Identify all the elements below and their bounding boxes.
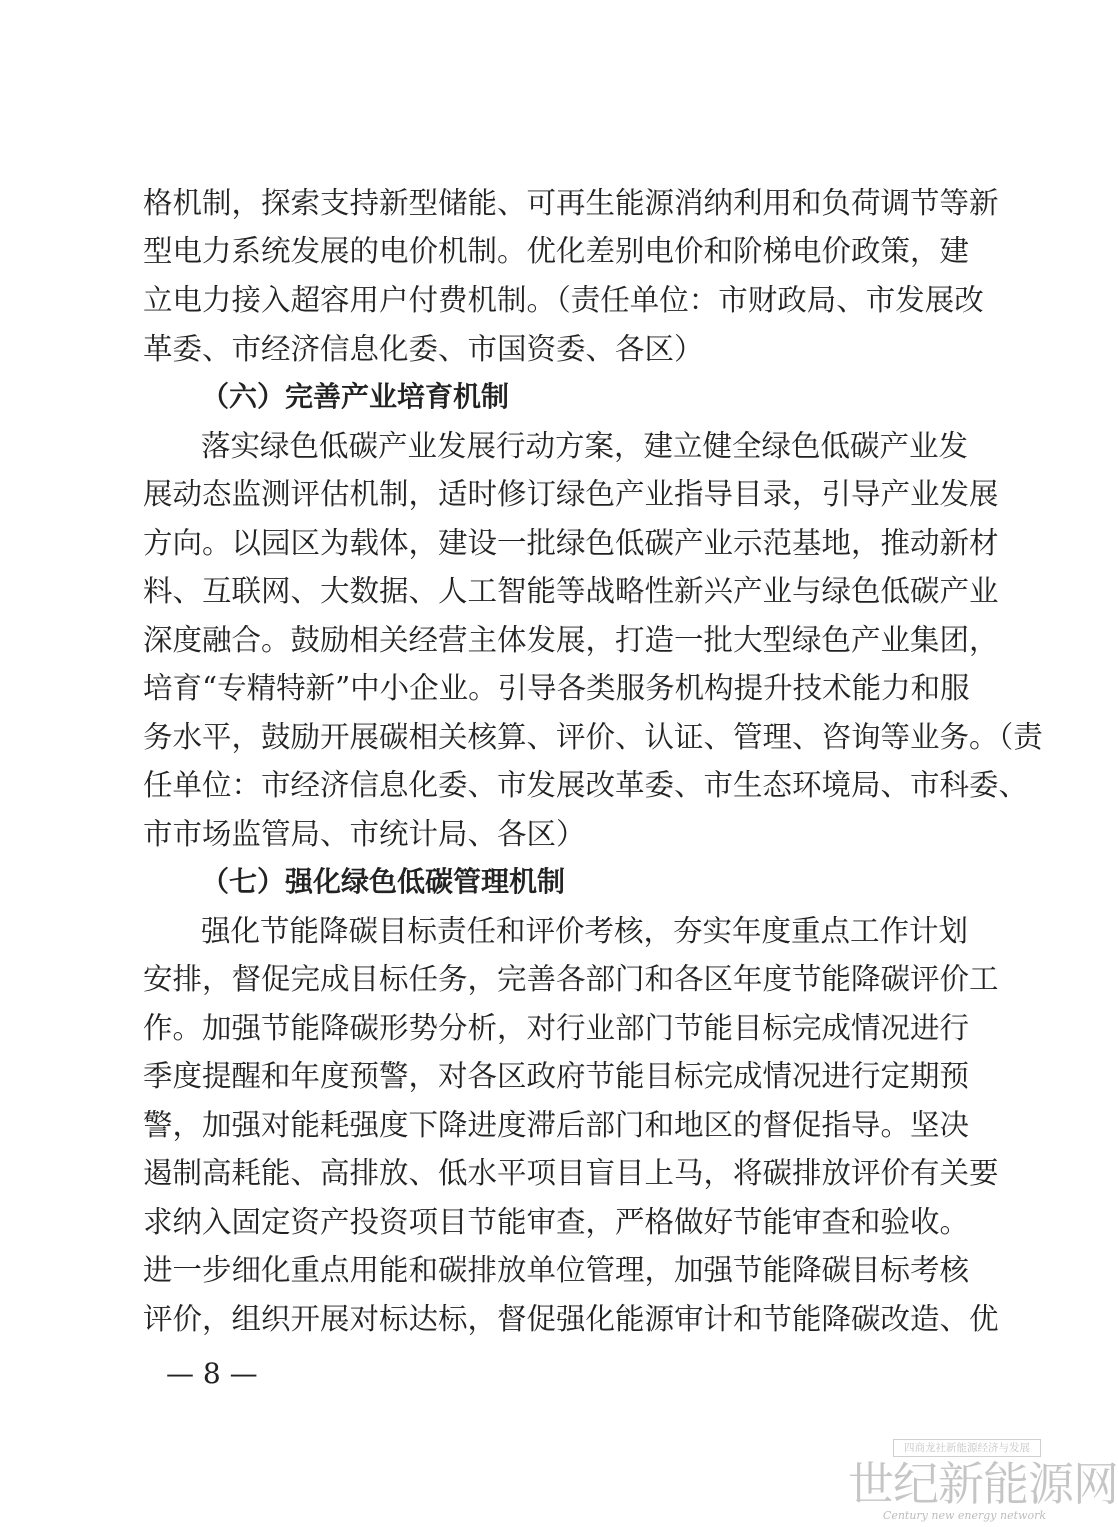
text-line: 料、互联网、大数据、人工智能等战略性新兴产业与绿色低碳产业	[143, 574, 999, 608]
text-line: 型电力系统发展的电价机制。优化差别电价和阶梯电价政策，建	[143, 234, 970, 268]
text-line: 革委、市经济信息化委、市国资委、各区）	[143, 332, 704, 366]
watermark-english: Century new energy network	[882, 1509, 1046, 1522]
text-line: 展动态监测评估机制，适时修订绿色产业指导目录，引导产业发展	[143, 477, 999, 511]
text-line: 警，加强对能耗强度下降进度滞后部门和地区的督促指导。坚决	[143, 1108, 970, 1142]
text-line: 方向。以园区为载体，建设一批绿色低碳产业示范基地，推动新材	[143, 526, 999, 560]
text-line: 求纳入固定资产投资项目节能审查，严格做好节能审查和验收。	[143, 1205, 970, 1239]
text-line: 安排，督促完成目标任务，完善各部门和各区年度节能降碳评价工	[143, 962, 999, 996]
text-line: 务水平，鼓励开展碳相关核算、评价、认证、管理、咨询等业务。（责	[143, 720, 1043, 754]
text-line: 培育“专精特新”中小企业。引导各类服务机构提升技术能力和服	[143, 671, 970, 705]
page-number: — 8 —	[166, 1357, 258, 1390]
text-line: 落实绿色低碳产业发展行动方案，建立健全绿色低碳产业发	[201, 429, 969, 463]
watermark-caption: 四商龙社新能源经济与发展	[893, 1439, 1041, 1457]
text-line: 遏制高耗能、高排放、低水平项目盲目上马，将碳排放评价有关要	[143, 1156, 999, 1190]
text-line: 市市场监管局、市统计局、各区）	[143, 817, 586, 851]
text-line: 深度融合。鼓励相关经营主体发展，打造一批大型绿色产业集团，	[143, 623, 999, 657]
text-line: 立电力接入超容用户付费机制。（责任单位：市财政局、市发展改	[143, 283, 984, 317]
text-line: 任单位：市经济信息化委、市发展改革委、市生态环境局、市科委、	[143, 768, 1029, 802]
text-line: 季度提醒和年度预警，对各区政府节能目标完成情况进行定期预	[143, 1059, 970, 1093]
section-heading: （六）完善产业培育机制	[201, 380, 510, 413]
text-line: 评价，组织开展对标达标，督促强化能源审计和节能降碳改造、优	[143, 1302, 999, 1336]
text-line: 强化节能降碳目标责任和评价考核，夯实年度重点工作计划	[201, 914, 969, 948]
text-line: 格机制，探索支持新型储能、可再生能源消纳利用和负荷调节等新	[143, 186, 999, 220]
text-line: 作。加强节能降碳形势分析，对行业部门节能目标完成情况进行	[143, 1011, 970, 1045]
watermark-logo-text: 世纪新能源网	[848, 1457, 1118, 1511]
text-line: 进一步细化重点用能和碳排放单位管理，加强节能降碳目标考核	[143, 1253, 970, 1287]
section-heading: （七）强化绿色低碳管理机制	[201, 865, 566, 898]
